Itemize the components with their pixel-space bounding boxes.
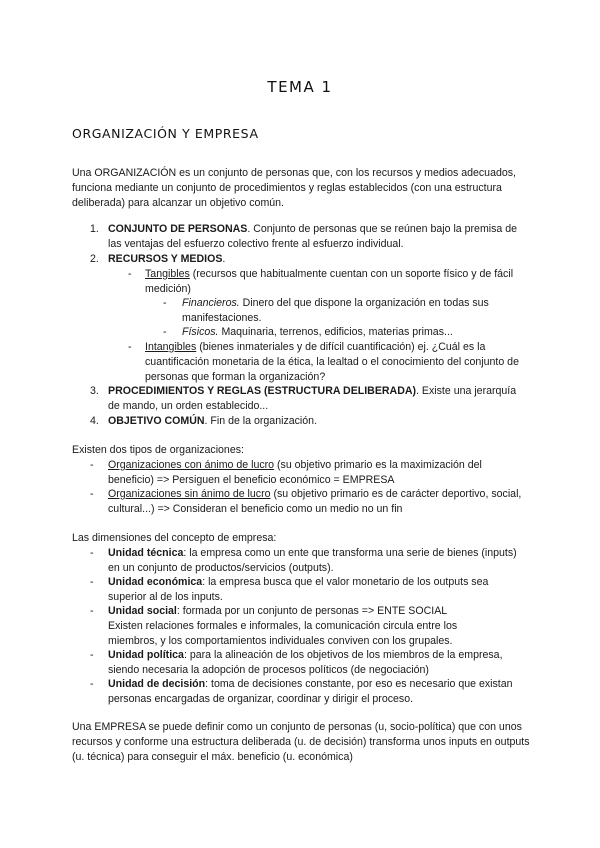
dimension-item-text: : toma de decisiones constante, por eso es necesario que existan personas encargadas de organizar, coordinar y dirigir el proceso. <box>108 678 513 705</box>
list-number: 4. <box>90 415 99 427</box>
list-item-text: . <box>222 253 226 265</box>
sublist-item-text: Dinero del que dispone la organización en todas sus manifestaciones. <box>182 297 489 324</box>
dimension-item-text: : formada por un conjunto de personas => ENTE SOCIAL <box>176 605 448 617</box>
list-dash: - <box>128 268 132 280</box>
list-item-term: CONJUNTO DE PERSONAS <box>108 223 248 235</box>
list-dash: - <box>90 576 94 588</box>
dimension-item-text: : la empresa como un ente que transforma una serie de bienes (inputs) en un conjunto de productos/servicios (outputs). <box>108 547 517 574</box>
list-item-term: OBJETIVO COMÚN <box>108 415 205 427</box>
list-dash: - <box>90 649 94 661</box>
list-dash: - <box>163 326 167 338</box>
list-item-recursos <box>108 252 528 267</box>
sublist-item-term: Financieros. <box>182 297 240 309</box>
sublist-item-term: Intangibles <box>145 341 197 353</box>
list-item-text: . Conjunto de personas que se reúnen bajo la premisa de las ventajas del esfuerzo colectivo frente al esfuerzo individual. <box>108 223 518 250</box>
sublist-item-intangibles <box>145 340 527 385</box>
sublist-item-tangibles <box>145 267 525 297</box>
dimension-item-term: Unidad política <box>108 649 184 661</box>
sublist-item-term: Tangibles <box>145 268 190 280</box>
dimension-item-social-extra: Existen relaciones formales e informales, la comunicación circula entre los miembros, y los comportamientos individuales conviven con los grupales. <box>108 620 458 647</box>
list-dash: - <box>90 678 94 690</box>
list-item-procedimientos <box>108 384 528 414</box>
type-item-sin-lucro <box>108 487 528 517</box>
conclusion-paragraph: Una EMPRESA se puede definir como un conjunto de personas (u, socio-política) que con unos recursos y conforme una estructura deliberada (u. de decisión) transforma unos inputs en outputs (u. técnica) para conseguir el máx. beneficio (u. económica) <box>72 721 530 763</box>
sublist-item-text: (bienes inmateriales y de difícil cuantificación) ej. ¿Cuál es la cuantificación monetaria de la ética, la lealtad o el conocimiento del conjunto de personas que forman la organización? <box>145 341 519 383</box>
page-title: TEMA 1 <box>267 78 333 96</box>
list-dash: - <box>128 341 132 353</box>
dimension-item-decision <box>108 677 528 707</box>
dimension-item-term: Unidad económica <box>108 576 203 588</box>
list-dash: - <box>90 605 94 617</box>
type-item-term: Organizaciones con ánimo de lucro <box>108 459 275 471</box>
list-item-objetivo <box>108 414 528 429</box>
intro-paragraph: Una ORGANIZACIÓN es un conjunto de personas que, con los recursos y medios adecuados, funciona mediante un conjunto de procedimientos y reglas establecidos (con una estructura deliberada) para alcanzar un objetivo común. <box>72 167 516 209</box>
dimension-item-social <box>108 604 528 619</box>
sublist-item-financieros <box>182 296 527 326</box>
list-dash: - <box>90 459 94 471</box>
list-dash: - <box>90 488 94 500</box>
section-title: ORGANIZACIÓN Y EMPRESA <box>72 126 259 141</box>
dimension-item-term: Unidad técnica <box>108 547 184 559</box>
list-dash: - <box>90 547 94 559</box>
list-number: 3. <box>90 385 99 397</box>
dimension-item-text: : para la alineación de los objetivos de los miembros de la empresa, siendo necesaria la adopción de procesos políticos (de negociación) <box>108 649 503 676</box>
type-item-lucro <box>108 458 528 488</box>
list-item-term: PROCEDIMIENTOS Y REGLAS (ESTRUCTURA DELIBERADA) <box>108 385 417 397</box>
dimension-item-text: : la empresa busca que el valor monetario de los outputs sea superior al de los inputs. <box>108 576 489 603</box>
list-number: 2. <box>90 253 99 265</box>
sublist-item-text: (recursos que habitualmente cuentan con un soporte físico y de fácil medición) <box>145 268 514 295</box>
dimension-item-term: Unidad social <box>108 605 177 617</box>
list-dash: - <box>163 297 167 309</box>
dimension-item-politica <box>108 648 528 678</box>
type-item-term: Organizaciones sin ánimo de lucro <box>108 488 271 500</box>
list-item-personas <box>108 222 528 252</box>
list-item-text: . Existe una jerarquía de mando, un orden establecido... <box>108 385 517 412</box>
dimension-item-economica <box>108 575 528 605</box>
list-item-text: . Fin de la organización. <box>204 415 318 427</box>
sublist-item-term: Físicos. <box>182 326 219 338</box>
dimension-item-term: Unidad de decisión <box>108 678 206 690</box>
dimensions-heading: Las dimensiones del concepto de empresa: <box>72 532 277 544</box>
sublist-item-fisicos <box>182 325 527 340</box>
type-item-text: (su objetivo primario es de carácter deportivo, social, cultural...) => Consideran el beneficio como un medio no un fin <box>108 488 522 515</box>
sublist-item-text: Maquinaria, terrenos, edificios, materias primas... <box>218 326 453 338</box>
list-number: 1. <box>90 223 99 235</box>
list-item-term: RECURSOS Y MEDIOS <box>108 253 223 265</box>
types-heading: Existen dos tipos de organizaciones: <box>72 444 244 456</box>
dimension-item-tecnica <box>108 546 528 576</box>
type-item-text: (su objetivo primario es la maximización del beneficio) => Persiguen el beneficio económico = EMPRESA <box>108 459 482 486</box>
